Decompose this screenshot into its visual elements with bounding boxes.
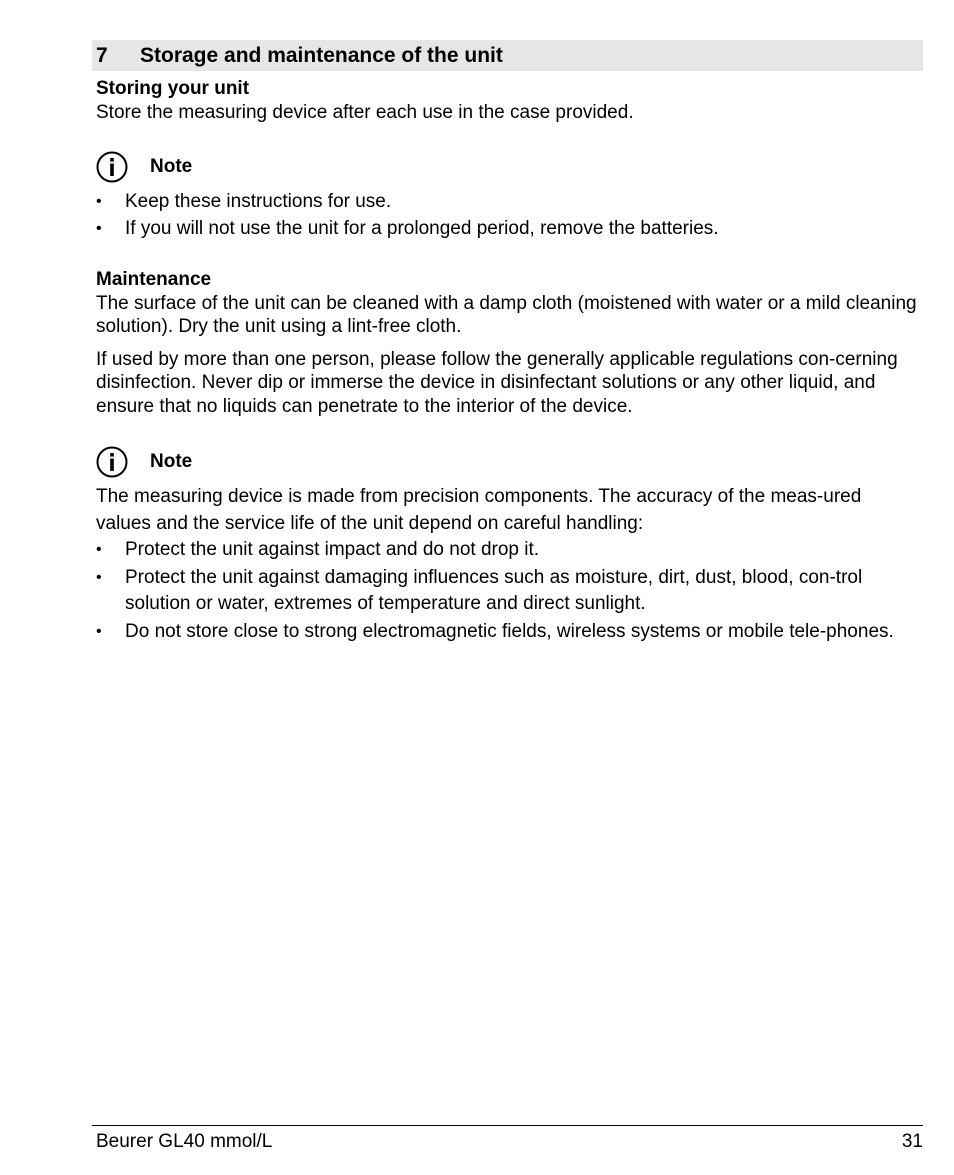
- note-1-label: Note: [150, 156, 193, 177]
- maintenance-para-2: If used by more than one person, please follow the generally applicable regulations con-cerning disinfection. Never dip or immerse the device in disinfectant solutions or any other liquid, and ensure that no liquids can penetrate to the interior of the device.: [96, 348, 898, 417]
- footer-divider: [92, 1125, 923, 1126]
- list-item: • Do not store close to strong electromagnetic fields, wireless systems or mobile tele-phones.: [96, 619, 921, 645]
- section-title: Storage and maintenance of the unit: [140, 43, 503, 67]
- list-item: • If you will not use the unit for a prolonged period, remove the batteries.: [96, 216, 921, 242]
- page-number: 31: [901, 1131, 923, 1152]
- note-2-label: Note: [150, 451, 193, 472]
- storing-heading: Storing your unit: [96, 78, 250, 99]
- list-item: • Protect the unit against damaging influences such as moisture, dirt, dust, blood, con-trol solution or water, extremes of temperature and direct sunlight.: [96, 565, 921, 617]
- info-icon: [96, 151, 128, 183]
- storing-text: Store the measuring device after each use in the case provided.: [96, 101, 634, 123]
- footer-product-name: Beurer GL40 mmol/L: [96, 1131, 273, 1152]
- note-2-intro: The measuring device is made from precision components. The accuracy of the meas-ured values and the service life of the unit depend on careful handling:: [96, 486, 862, 534]
- note-1-list: [96, 189, 921, 242]
- maintenance-block: [96, 268, 921, 418]
- section-header: [92, 40, 923, 71]
- maintenance-para-1: The surface of the unit can be cleaned with a damp cloth (moistened with water or a mild cleaning solution). Dry the unit using a lint-free cloth.: [96, 292, 917, 337]
- info-icon: [96, 446, 128, 478]
- list-item: • Protect the unit against impact and do not drop it.: [96, 537, 921, 563]
- note-2-list: [96, 537, 921, 645]
- note-1-header: [96, 149, 192, 185]
- storing-block: [96, 77, 921, 124]
- maintenance-heading: Maintenance: [96, 269, 212, 290]
- note-2-header: [96, 444, 192, 480]
- list-item: • Keep these instructions for use.: [96, 189, 921, 215]
- section-number: 7: [96, 43, 108, 67]
